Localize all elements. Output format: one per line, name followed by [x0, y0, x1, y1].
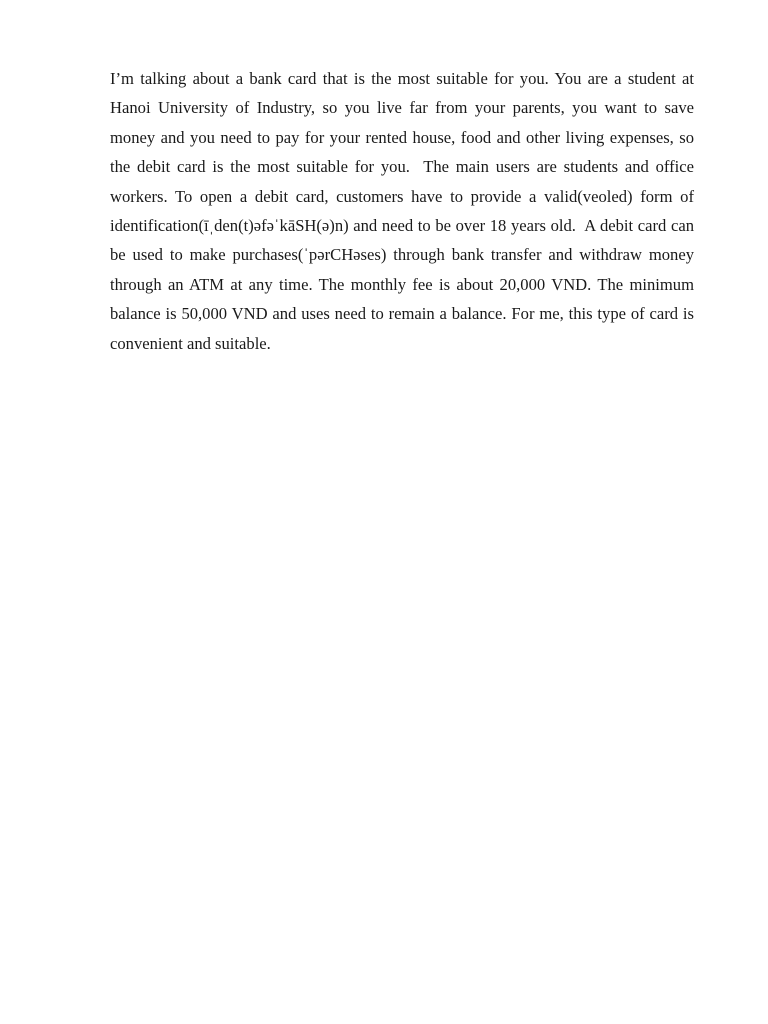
- body-paragraph: I’m talking about a bank card that is the most suitable for you. You are a student at Hanoi University of Industry, so you live far from your parents, you want to save money and you need to pay for your rented house, food and other living expenses, so the debit card is the most suitable for you. The main users are students and office workers. To open a debit card, customers have to provide a valid(veoled) form of identification(īˌden(t)əfəˈkāSH(ə)n) and need to be over 18 years old. A debit card can be used to make purchases(ˈpərCHəses) through bank transfer and withdraw money through an ATM at any time. The monthly fee is about 20,000 VND. The minimum balance is 50,000 VND and uses need to remain a balance. For me, this type of card is convenient and suitable.: [110, 69, 699, 353]
